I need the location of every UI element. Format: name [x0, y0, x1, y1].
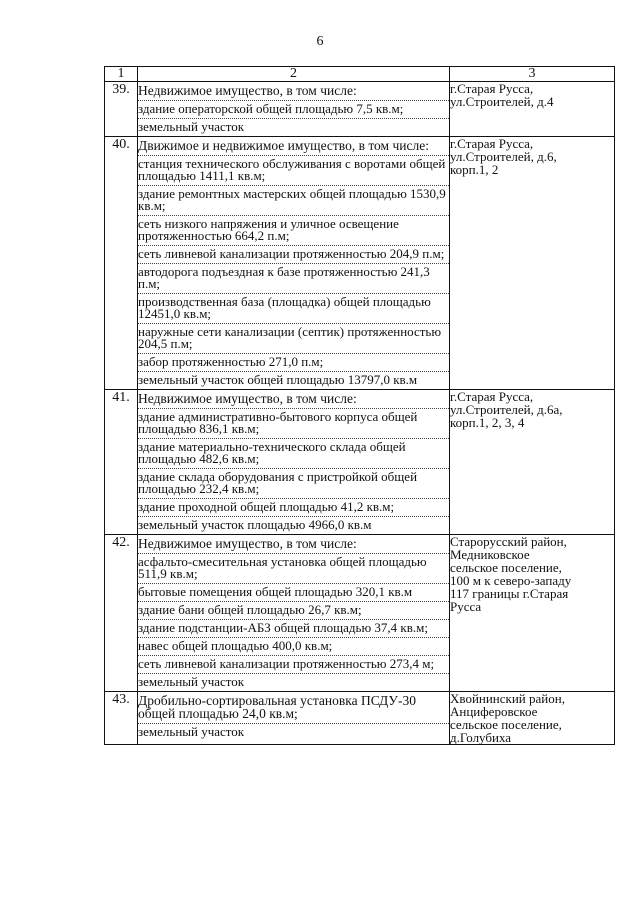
page-number: 6 — [316, 34, 324, 49]
property-item: здание подстанции-АБЗ общей площадью 37,4 кв.м; — [138, 620, 449, 638]
property-item: здание материально-технического склада общей площадью 482,6 кв.м; — [138, 439, 449, 469]
property-item: автодорога подъездная к базе протяженностью 241,3 п.м; — [138, 264, 449, 294]
location-line: Русса — [450, 599, 482, 614]
location-line: 100 м к северо-западу — [450, 573, 572, 588]
property-item: сеть ливневой канализации протяженностью 273,4 м; — [138, 656, 449, 674]
location-cell — [450, 137, 615, 390]
property-item: бытовые помещения общей площадью 320,1 кв.м — [138, 584, 449, 602]
location-line: Старорусский район, — [450, 534, 567, 549]
row-number: 41. — [105, 390, 138, 535]
location-cell — [450, 692, 615, 745]
property-item: здание склада оборудования с пристройкой общей площадью 232,4 кв.м; — [138, 469, 449, 499]
property-item: здание административно-бытового корпуса общей площадью 836,1 кв.м; — [138, 409, 449, 439]
table-row — [105, 692, 615, 745]
location-line: г.Старая Русса, — [450, 81, 534, 96]
property-item: земельный участок — [138, 119, 245, 134]
location-line: ул.Строителей, д.4 — [450, 94, 554, 109]
property-item: земельный участок общей площадью 13797,0 кв.м — [138, 372, 418, 387]
property-item: земельный участок площадью 4966,0 кв.м — [138, 517, 372, 532]
property-item: асфальто-смесительная установка общей площадью 511,9 кв.м; — [138, 554, 449, 584]
column-header-1: 1 — [105, 67, 138, 82]
property-items-cell — [138, 390, 450, 535]
location-line: Медниковское — [450, 547, 530, 562]
location-line: ул.Строителей, д.6а, — [450, 402, 563, 417]
property-items-cell — [138, 692, 450, 745]
property-item: станция технического обслуживания с воротами общей площадью 1411,1 кв.м; — [138, 156, 449, 186]
property-item: земельный участок — [138, 674, 245, 689]
property-item: здание бани общей площадью 26,7 кв.м; — [138, 602, 449, 620]
location-line: 117 границы г.Старая — [450, 586, 569, 601]
property-group-title: Недвижимое имущество, в том числе: — [138, 82, 449, 101]
row-number: 39. — [105, 82, 138, 137]
property-item: наружные сети канализации (септик) протяженностью 204,5 п.м; — [138, 324, 449, 354]
table-row — [105, 535, 615, 692]
location-cell — [450, 390, 615, 535]
table-body — [105, 82, 615, 745]
row-number: 43. — [105, 692, 138, 745]
location-line: г.Старая Русса, — [450, 389, 534, 404]
location-line: сельское поселение, — [450, 560, 562, 575]
location-line: Анциферовское — [450, 704, 538, 719]
property-item: земельный участок — [138, 724, 245, 739]
property-group-title: Движимое и недвижимое имущество, в том числе: — [138, 137, 449, 156]
property-items-cell — [138, 82, 450, 137]
location-line: сельское поселение, — [450, 717, 562, 732]
row-number: 40. — [105, 137, 138, 390]
property-item: производственная база (площадка) общей площадью 12451,0 кв.м; — [138, 294, 449, 324]
property-item: здание операторской общей площадью 7,5 кв.м; — [138, 101, 449, 119]
property-item: здание ремонтных мастерских общей площадью 1530,9 кв.м; — [138, 186, 449, 216]
property-item: сеть ливневой канализации протяженностью 204,9 п.м; — [138, 246, 449, 264]
location-cell — [450, 82, 615, 137]
column-header-3: 3 — [450, 67, 615, 82]
property-table — [104, 66, 615, 745]
property-group-title: Дробильно-сортировальная установка ПСДУ-30 общей площадью 24,0 кв.м; — [138, 692, 449, 724]
property-group-title: Недвижимое имущество, в том числе: — [138, 390, 449, 409]
location-line: д.Голубиха — [450, 730, 512, 745]
property-group-title: Недвижимое имущество, в том числе: — [138, 535, 449, 554]
location-line: Хвойнинский район, — [450, 691, 565, 706]
property-item: навес общей площадью 400,0 кв.м; — [138, 638, 449, 656]
property-items-cell — [138, 137, 450, 390]
location-line: ул.Строителей, д.6, — [450, 149, 557, 164]
table-header — [105, 67, 615, 82]
location-line: г.Старая Русса, — [450, 136, 534, 151]
table-row — [105, 390, 615, 535]
column-header-2: 2 — [138, 67, 450, 82]
property-item: здание проходной общей площадью 41,2 кв.м; — [138, 499, 449, 517]
table-row — [105, 137, 615, 390]
location-line: корп.1, 2, 3, 4 — [450, 415, 525, 430]
row-number: 42. — [105, 535, 138, 692]
property-item: забор протяженностью 271,0 п.м; — [138, 354, 449, 372]
location-line: корп.1, 2 — [450, 162, 499, 177]
property-items-cell — [138, 535, 450, 692]
location-cell — [450, 535, 615, 692]
property-item: сеть низкого напряжения и уличное освещение протяженностью 664,2 п.м; — [138, 216, 449, 246]
table-row — [105, 82, 615, 137]
